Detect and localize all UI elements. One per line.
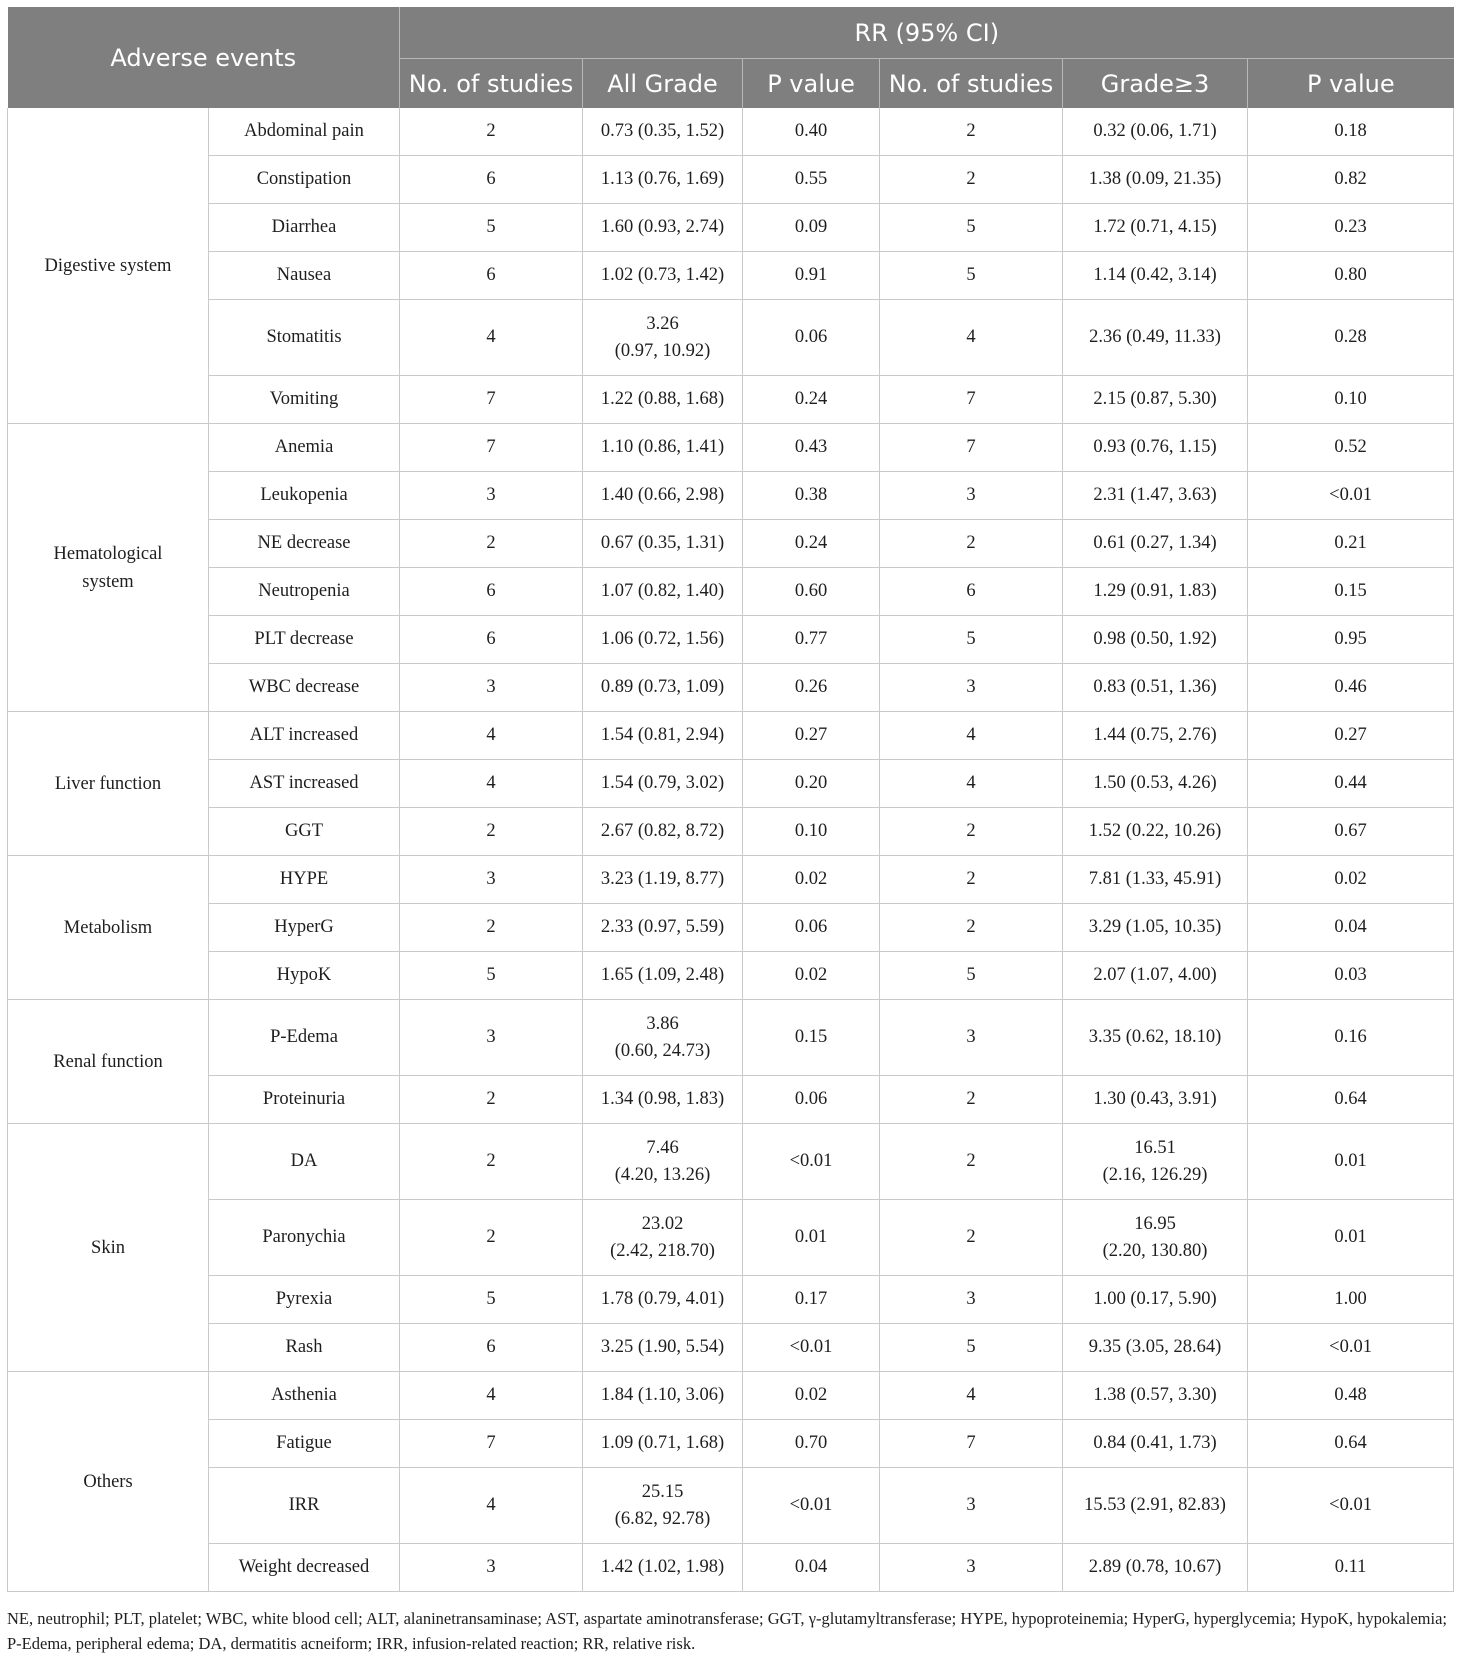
- cell-p-value-g3: 0.01: [1248, 1200, 1454, 1276]
- cell-p-value-g3: 0.23: [1248, 204, 1454, 252]
- cell-p-value-g3: 0.03: [1248, 952, 1454, 1000]
- cell-n-studies-all: 2: [400, 1200, 583, 1276]
- table-row: [8, 300, 1454, 376]
- cell-p-value-all: 0.10: [743, 808, 880, 856]
- cell-n-studies-g3: 7: [880, 376, 1063, 424]
- cell-n-studies-g3: 3: [880, 1544, 1063, 1592]
- cell-n-studies-g3: 5: [880, 952, 1063, 1000]
- cell-p-value-g3: 0.11: [1248, 1544, 1454, 1592]
- table-row: [8, 424, 1454, 472]
- cell-n-studies-all: 2: [400, 520, 583, 568]
- cell-p-value-g3: 0.82: [1248, 156, 1454, 204]
- cell-grade3: 1.44 (0.75, 2.76): [1063, 712, 1248, 760]
- cell-grade3: 1.38 (0.09, 21.35): [1063, 156, 1248, 204]
- cell-n-studies-g3: 2: [880, 108, 1063, 156]
- table-row: [8, 712, 1454, 760]
- cell-all-grade: 1.54 (0.79, 3.02): [583, 760, 743, 808]
- cell-line: 16.51: [1134, 1137, 1176, 1158]
- cell-p-value-g3: 0.67: [1248, 808, 1454, 856]
- cell-grade3: 1.00 (0.17, 5.90): [1063, 1276, 1248, 1324]
- table-row: [8, 520, 1454, 568]
- category-cell: Liver function: [8, 712, 209, 856]
- event-cell: Weight decreased: [209, 1544, 400, 1592]
- cell-p-value-all: <0.01: [743, 1324, 880, 1372]
- cell-all-grade: 1.54 (0.81, 2.94): [583, 712, 743, 760]
- cell-line: 3.26: [646, 313, 679, 334]
- event-cell: Rash: [209, 1324, 400, 1372]
- cell-all-grade: 1.40 (0.66, 2.98): [583, 472, 743, 520]
- cell-n-studies-g3: 2: [880, 856, 1063, 904]
- table-row: [8, 1468, 1454, 1544]
- cell-n-studies-g3: 4: [880, 1372, 1063, 1420]
- event-cell: Pyrexia: [209, 1276, 400, 1324]
- cell-p-value-g3: 0.10: [1248, 376, 1454, 424]
- cell-all-grade: 1.09 (0.71, 1.68): [583, 1420, 743, 1468]
- cell-p-value-g3: <0.01: [1248, 1324, 1454, 1372]
- cell-all-grade: [583, 300, 743, 376]
- table-row: [8, 568, 1454, 616]
- table-row: [8, 1200, 1454, 1276]
- cell-n-studies-all: 4: [400, 300, 583, 376]
- cell-p-value-all: 0.15: [743, 1000, 880, 1076]
- category-cell: Skin: [8, 1124, 209, 1372]
- cell-p-value-g3: 0.18: [1248, 108, 1454, 156]
- category-cell: Hematological system: [8, 424, 209, 712]
- cell-grade3: 2.07 (1.07, 4.00): [1063, 952, 1248, 1000]
- cell-line: (2.42, 218.70): [610, 1240, 715, 1261]
- event-cell: PLT decrease: [209, 616, 400, 664]
- cell-p-value-all: 0.01: [743, 1200, 880, 1276]
- cell-all-grade: [583, 1000, 743, 1076]
- cell-p-value-g3: 0.44: [1248, 760, 1454, 808]
- event-cell: Neutropenia: [209, 568, 400, 616]
- event-cell: Fatigue: [209, 1420, 400, 1468]
- cell-n-studies-g3: 3: [880, 1276, 1063, 1324]
- cell-all-grade: [583, 1468, 743, 1544]
- cell-n-studies-all: 2: [400, 904, 583, 952]
- cell-all-grade: [583, 1200, 743, 1276]
- cell-n-studies-g3: 2: [880, 1124, 1063, 1200]
- cell-grade3: 3.29 (1.05, 10.35): [1063, 904, 1248, 952]
- cell-p-value-all: 0.43: [743, 424, 880, 472]
- table-row: [8, 808, 1454, 856]
- cell-p-value-all: 0.17: [743, 1276, 880, 1324]
- cell-n-studies-g3: 2: [880, 520, 1063, 568]
- event-cell: P-Edema: [209, 1000, 400, 1076]
- cell-p-value-all: 0.60: [743, 568, 880, 616]
- cell-all-grade: 0.73 (0.35, 1.52): [583, 108, 743, 156]
- cell-p-value-g3: 0.16: [1248, 1000, 1454, 1076]
- cell-n-studies-g3: 3: [880, 664, 1063, 712]
- cell-n-studies-all: 3: [400, 1000, 583, 1076]
- cell-n-studies-all: 2: [400, 108, 583, 156]
- cell-n-studies-all: 7: [400, 424, 583, 472]
- cell-all-grade: 1.60 (0.93, 2.74): [583, 204, 743, 252]
- cell-p-value-g3: 0.04: [1248, 904, 1454, 952]
- cell-p-value-all: 0.02: [743, 952, 880, 1000]
- cell-n-studies-g3: 2: [880, 156, 1063, 204]
- cell-grade3: 1.52 (0.22, 10.26): [1063, 808, 1248, 856]
- cell-p-value-g3: 0.21: [1248, 520, 1454, 568]
- table-row: [8, 1544, 1454, 1592]
- event-cell: Constipation: [209, 156, 400, 204]
- cell-all-grade: 1.07 (0.82, 1.40): [583, 568, 743, 616]
- cell-all-grade: 1.78 (0.79, 4.01): [583, 1276, 743, 1324]
- cell-n-studies-g3: 3: [880, 472, 1063, 520]
- cell-p-value-all: 0.06: [743, 300, 880, 376]
- event-cell: DA: [209, 1124, 400, 1200]
- table-row: [8, 472, 1454, 520]
- cell-p-value-g3: 1.00: [1248, 1276, 1454, 1324]
- cell-p-value-all: 0.91: [743, 252, 880, 300]
- cell-n-studies-all: 6: [400, 1324, 583, 1372]
- cell-grade3: 2.31 (1.47, 3.63): [1063, 472, 1248, 520]
- cell-n-studies-all: 4: [400, 1372, 583, 1420]
- cell-p-value-all: 0.04: [743, 1544, 880, 1592]
- cell-p-value-g3: 0.95: [1248, 616, 1454, 664]
- cell-grade3: 0.61 (0.27, 1.34): [1063, 520, 1248, 568]
- cell-p-value-all: 0.06: [743, 1076, 880, 1124]
- table-row: [8, 1076, 1454, 1124]
- cell-n-studies-all: 5: [400, 952, 583, 1000]
- cell-line: (4.20, 13.26): [614, 1164, 711, 1185]
- table-row: [8, 108, 1454, 156]
- table-row: [8, 1420, 1454, 1468]
- cell-p-value-g3: 0.28: [1248, 300, 1454, 376]
- event-cell: Vomiting: [209, 376, 400, 424]
- cell-grade3: 0.83 (0.51, 1.36): [1063, 664, 1248, 712]
- cell-line: (2.16, 126.29): [1102, 1164, 1208, 1185]
- event-cell: Asthenia: [209, 1372, 400, 1420]
- cell-grade3: 2.89 (0.78, 10.67): [1063, 1544, 1248, 1592]
- cell-p-value-g3: <0.01: [1248, 1468, 1454, 1544]
- table-row: [8, 252, 1454, 300]
- event-cell: Stomatitis: [209, 300, 400, 376]
- cell-p-value-g3: 0.48: [1248, 1372, 1454, 1420]
- table-row: [8, 856, 1454, 904]
- category-cell: Metabolism: [8, 856, 209, 1000]
- cell-p-value-all: 0.24: [743, 520, 880, 568]
- cell-n-studies-all: 3: [400, 664, 583, 712]
- cell-n-studies-all: 4: [400, 712, 583, 760]
- header-rr-group: RR (95% CI): [400, 7, 1454, 59]
- cell-p-value-g3: 0.64: [1248, 1420, 1454, 1468]
- cell-n-studies-g3: 4: [880, 300, 1063, 376]
- cell-p-value-all: <0.01: [743, 1468, 880, 1544]
- cell-grade3: 7.81 (1.33, 45.91): [1063, 856, 1248, 904]
- footnote: NE, neutrophil; PLT, platelet; WBC, white blood cell; ALT, alaninetransaminase; AST, aspartate aminotransferase; GGT, γ-glutamyltransferase; HYPE, hypoproteinemia; HyperG, hyperglycemia; HypoK, hypokalemia; P-Edema, peripheral edema; DA, dermatitis acneiform; IRR, infusion-related reaction; RR, relative risk.: [7, 1609, 1447, 1653]
- cell-n-studies-g3: 4: [880, 712, 1063, 760]
- cell-grade3: 0.98 (0.50, 1.92): [1063, 616, 1248, 664]
- event-cell: AST increased: [209, 760, 400, 808]
- cell-n-studies-all: 6: [400, 156, 583, 204]
- table-row: [8, 1276, 1454, 1324]
- cell-all-grade: [583, 1124, 743, 1200]
- cell-line: 3.86: [646, 1013, 679, 1034]
- cell-p-value-g3: 0.01: [1248, 1124, 1454, 1200]
- cell-n-studies-all: 4: [400, 760, 583, 808]
- event-cell: Nausea: [209, 252, 400, 300]
- cell-grade3: 0.84 (0.41, 1.73): [1063, 1420, 1248, 1468]
- cell-all-grade: 2.33 (0.97, 5.59): [583, 904, 743, 952]
- table-row: [8, 204, 1454, 252]
- cell-p-value-all: 0.40: [743, 108, 880, 156]
- table-row: [8, 156, 1454, 204]
- cell-line: 25.15: [641, 1481, 684, 1502]
- table-row: [8, 1372, 1454, 1420]
- table-row: [8, 1324, 1454, 1372]
- cell-n-studies-all: 3: [400, 472, 583, 520]
- cell-line: 7.46: [646, 1137, 679, 1158]
- cell-all-grade: 1.13 (0.76, 1.69): [583, 156, 743, 204]
- cell-grade3: 1.50 (0.53, 4.26): [1063, 760, 1248, 808]
- cell-grade3: 3.35 (0.62, 18.10): [1063, 1000, 1248, 1076]
- cell-all-grade: 1.65 (1.09, 2.48): [583, 952, 743, 1000]
- cell-grade3: 1.38 (0.57, 3.30): [1063, 1372, 1248, 1420]
- cell-grade3: 2.15 (0.87, 5.30): [1063, 376, 1248, 424]
- cell-n-studies-all: 6: [400, 616, 583, 664]
- cell-all-grade: 1.22 (0.88, 1.68): [583, 376, 743, 424]
- cell-p-value-all: 0.38: [743, 472, 880, 520]
- cell-grade3: 2.36 (0.49, 11.33): [1063, 300, 1248, 376]
- cell-p-value-all: 0.09: [743, 204, 880, 252]
- cell-n-studies-g3: 7: [880, 1420, 1063, 1468]
- table-row: [8, 376, 1454, 424]
- cell-n-studies-all: 7: [400, 376, 583, 424]
- event-cell: Proteinuria: [209, 1076, 400, 1124]
- table-body: [8, 108, 1454, 1592]
- cell-all-grade: 3.23 (1.19, 8.77): [583, 856, 743, 904]
- cell-n-studies-g3: 7: [880, 424, 1063, 472]
- cell-n-studies-all: 2: [400, 808, 583, 856]
- event-cell: GGT: [209, 808, 400, 856]
- cell-p-value-g3: <0.01: [1248, 472, 1454, 520]
- cell-grade3: 1.30 (0.43, 3.91): [1063, 1076, 1248, 1124]
- cell-grade3: [1063, 1200, 1248, 1276]
- cell-all-grade: 2.67 (0.82, 8.72): [583, 808, 743, 856]
- cell-n-studies-g3: 5: [880, 204, 1063, 252]
- cell-n-studies-all: 7: [400, 1420, 583, 1468]
- event-cell: HyperG: [209, 904, 400, 952]
- cell-grade3: 1.14 (0.42, 3.14): [1063, 252, 1248, 300]
- header-adverse-events: Adverse events: [8, 7, 400, 108]
- cell-p-value-g3: 0.15: [1248, 568, 1454, 616]
- cell-p-value-g3: 0.64: [1248, 1076, 1454, 1124]
- cell-p-value-g3: 0.46: [1248, 664, 1454, 712]
- event-cell: NE decrease: [209, 520, 400, 568]
- cell-n-studies-g3: 6: [880, 568, 1063, 616]
- cell-p-value-g3: 0.27: [1248, 712, 1454, 760]
- cell-p-value-all: <0.01: [743, 1124, 880, 1200]
- table-row: [8, 616, 1454, 664]
- header-p-value-all: P value: [743, 59, 880, 109]
- category-cell: Renal function: [8, 1000, 209, 1124]
- cell-p-value-g3: 0.80: [1248, 252, 1454, 300]
- cell-p-value-all: 0.27: [743, 712, 880, 760]
- cell-n-studies-g3: 5: [880, 252, 1063, 300]
- table-wrapper: [7, 7, 1453, 1592]
- header-p-value-g3: P value: [1248, 59, 1454, 109]
- event-cell: Leukopenia: [209, 472, 400, 520]
- cell-p-value-all: 0.55: [743, 156, 880, 204]
- cell-line: (6.82, 92.78): [614, 1508, 711, 1529]
- event-cell: HypoK: [209, 952, 400, 1000]
- cell-p-value-g3: 0.52: [1248, 424, 1454, 472]
- table-row: [8, 1124, 1454, 1200]
- cell-n-studies-g3: 3: [880, 1468, 1063, 1544]
- event-cell: ALT increased: [209, 712, 400, 760]
- cell-n-studies-g3: 5: [880, 1324, 1063, 1372]
- cell-n-studies-g3: 2: [880, 904, 1063, 952]
- cell-p-value-all: 0.20: [743, 760, 880, 808]
- header-no-studies-all: No. of studies: [400, 59, 583, 109]
- header-all-grade: All Grade: [583, 59, 743, 109]
- event-cell: WBC decrease: [209, 664, 400, 712]
- cell-grade3: 0.32 (0.06, 1.71): [1063, 108, 1248, 156]
- event-cell: Diarrhea: [209, 204, 400, 252]
- cell-all-grade: 1.02 (0.73, 1.42): [583, 252, 743, 300]
- event-cell: Abdominal pain: [209, 108, 400, 156]
- cell-n-studies-g3: 4: [880, 760, 1063, 808]
- cell-grade3: 1.29 (0.91, 1.83): [1063, 568, 1248, 616]
- cell-all-grade: 1.42 (1.02, 1.98): [583, 1544, 743, 1592]
- cell-grade3: 1.72 (0.71, 4.15): [1063, 204, 1248, 252]
- cell-line: (0.97, 10.92): [614, 340, 711, 361]
- cell-line: 16.95: [1134, 1213, 1176, 1234]
- event-cell: Paronychia: [209, 1200, 400, 1276]
- cell-p-value-g3: 0.02: [1248, 856, 1454, 904]
- header-no-studies-g3: No. of studies: [880, 59, 1063, 109]
- cell-n-studies-all: 2: [400, 1076, 583, 1124]
- cell-all-grade: 1.10 (0.86, 1.41): [583, 424, 743, 472]
- cell-grade3: 9.35 (3.05, 28.64): [1063, 1324, 1248, 1372]
- cell-n-studies-all: 2: [400, 1124, 583, 1200]
- cell-all-grade: 1.84 (1.10, 3.06): [583, 1372, 743, 1420]
- cell-p-value-all: 0.77: [743, 616, 880, 664]
- table-row: [8, 952, 1454, 1000]
- cell-p-value-all: 0.02: [743, 1372, 880, 1420]
- cell-p-value-all: 0.02: [743, 856, 880, 904]
- category-cell: Digestive system: [8, 108, 209, 424]
- cell-n-studies-g3: 2: [880, 1200, 1063, 1276]
- header-grade3: Grade≥3: [1063, 59, 1248, 109]
- cell-p-value-all: 0.24: [743, 376, 880, 424]
- cell-n-studies-g3: 2: [880, 1076, 1063, 1124]
- cell-n-studies-g3: 5: [880, 616, 1063, 664]
- cell-n-studies-all: 4: [400, 1468, 583, 1544]
- cell-grade3: 15.53 (2.91, 82.83): [1063, 1468, 1248, 1544]
- cell-n-studies-all: 3: [400, 856, 583, 904]
- cell-all-grade: 0.67 (0.35, 1.31): [583, 520, 743, 568]
- cell-p-value-all: 0.06: [743, 904, 880, 952]
- cell-line: 23.02: [641, 1213, 684, 1234]
- cell-n-studies-g3: 3: [880, 1000, 1063, 1076]
- event-cell: Anemia: [209, 424, 400, 472]
- table-row: [8, 664, 1454, 712]
- cell-grade3: 0.93 (0.76, 1.15): [1063, 424, 1248, 472]
- cell-grade3: [1063, 1124, 1248, 1200]
- cell-n-studies-all: 6: [400, 568, 583, 616]
- cell-n-studies-all: 5: [400, 1276, 583, 1324]
- table-header: [8, 7, 1454, 108]
- cell-p-value-all: 0.26: [743, 664, 880, 712]
- cell-n-studies-g3: 2: [880, 808, 1063, 856]
- cell-line: (0.60, 24.73): [614, 1040, 711, 1061]
- table-row: [8, 760, 1454, 808]
- cell-line: (2.20, 130.80): [1102, 1240, 1208, 1261]
- cell-p-value-all: 0.70: [743, 1420, 880, 1468]
- category-cell: Others: [8, 1372, 209, 1592]
- cell-n-studies-all: 6: [400, 252, 583, 300]
- cell-n-studies-all: 5: [400, 204, 583, 252]
- event-cell: HYPE: [209, 856, 400, 904]
- cell-all-grade: 1.06 (0.72, 1.56): [583, 616, 743, 664]
- event-cell: IRR: [209, 1468, 400, 1544]
- cell-all-grade: 1.34 (0.98, 1.83): [583, 1076, 743, 1124]
- cell-all-grade: 3.25 (1.90, 5.54): [583, 1324, 743, 1372]
- table-row: [8, 904, 1454, 952]
- cell-n-studies-all: 3: [400, 1544, 583, 1592]
- table-row: [8, 1000, 1454, 1076]
- adverse-events-table: [7, 7, 1454, 1592]
- cell-all-grade: 0.89 (0.73, 1.09): [583, 664, 743, 712]
